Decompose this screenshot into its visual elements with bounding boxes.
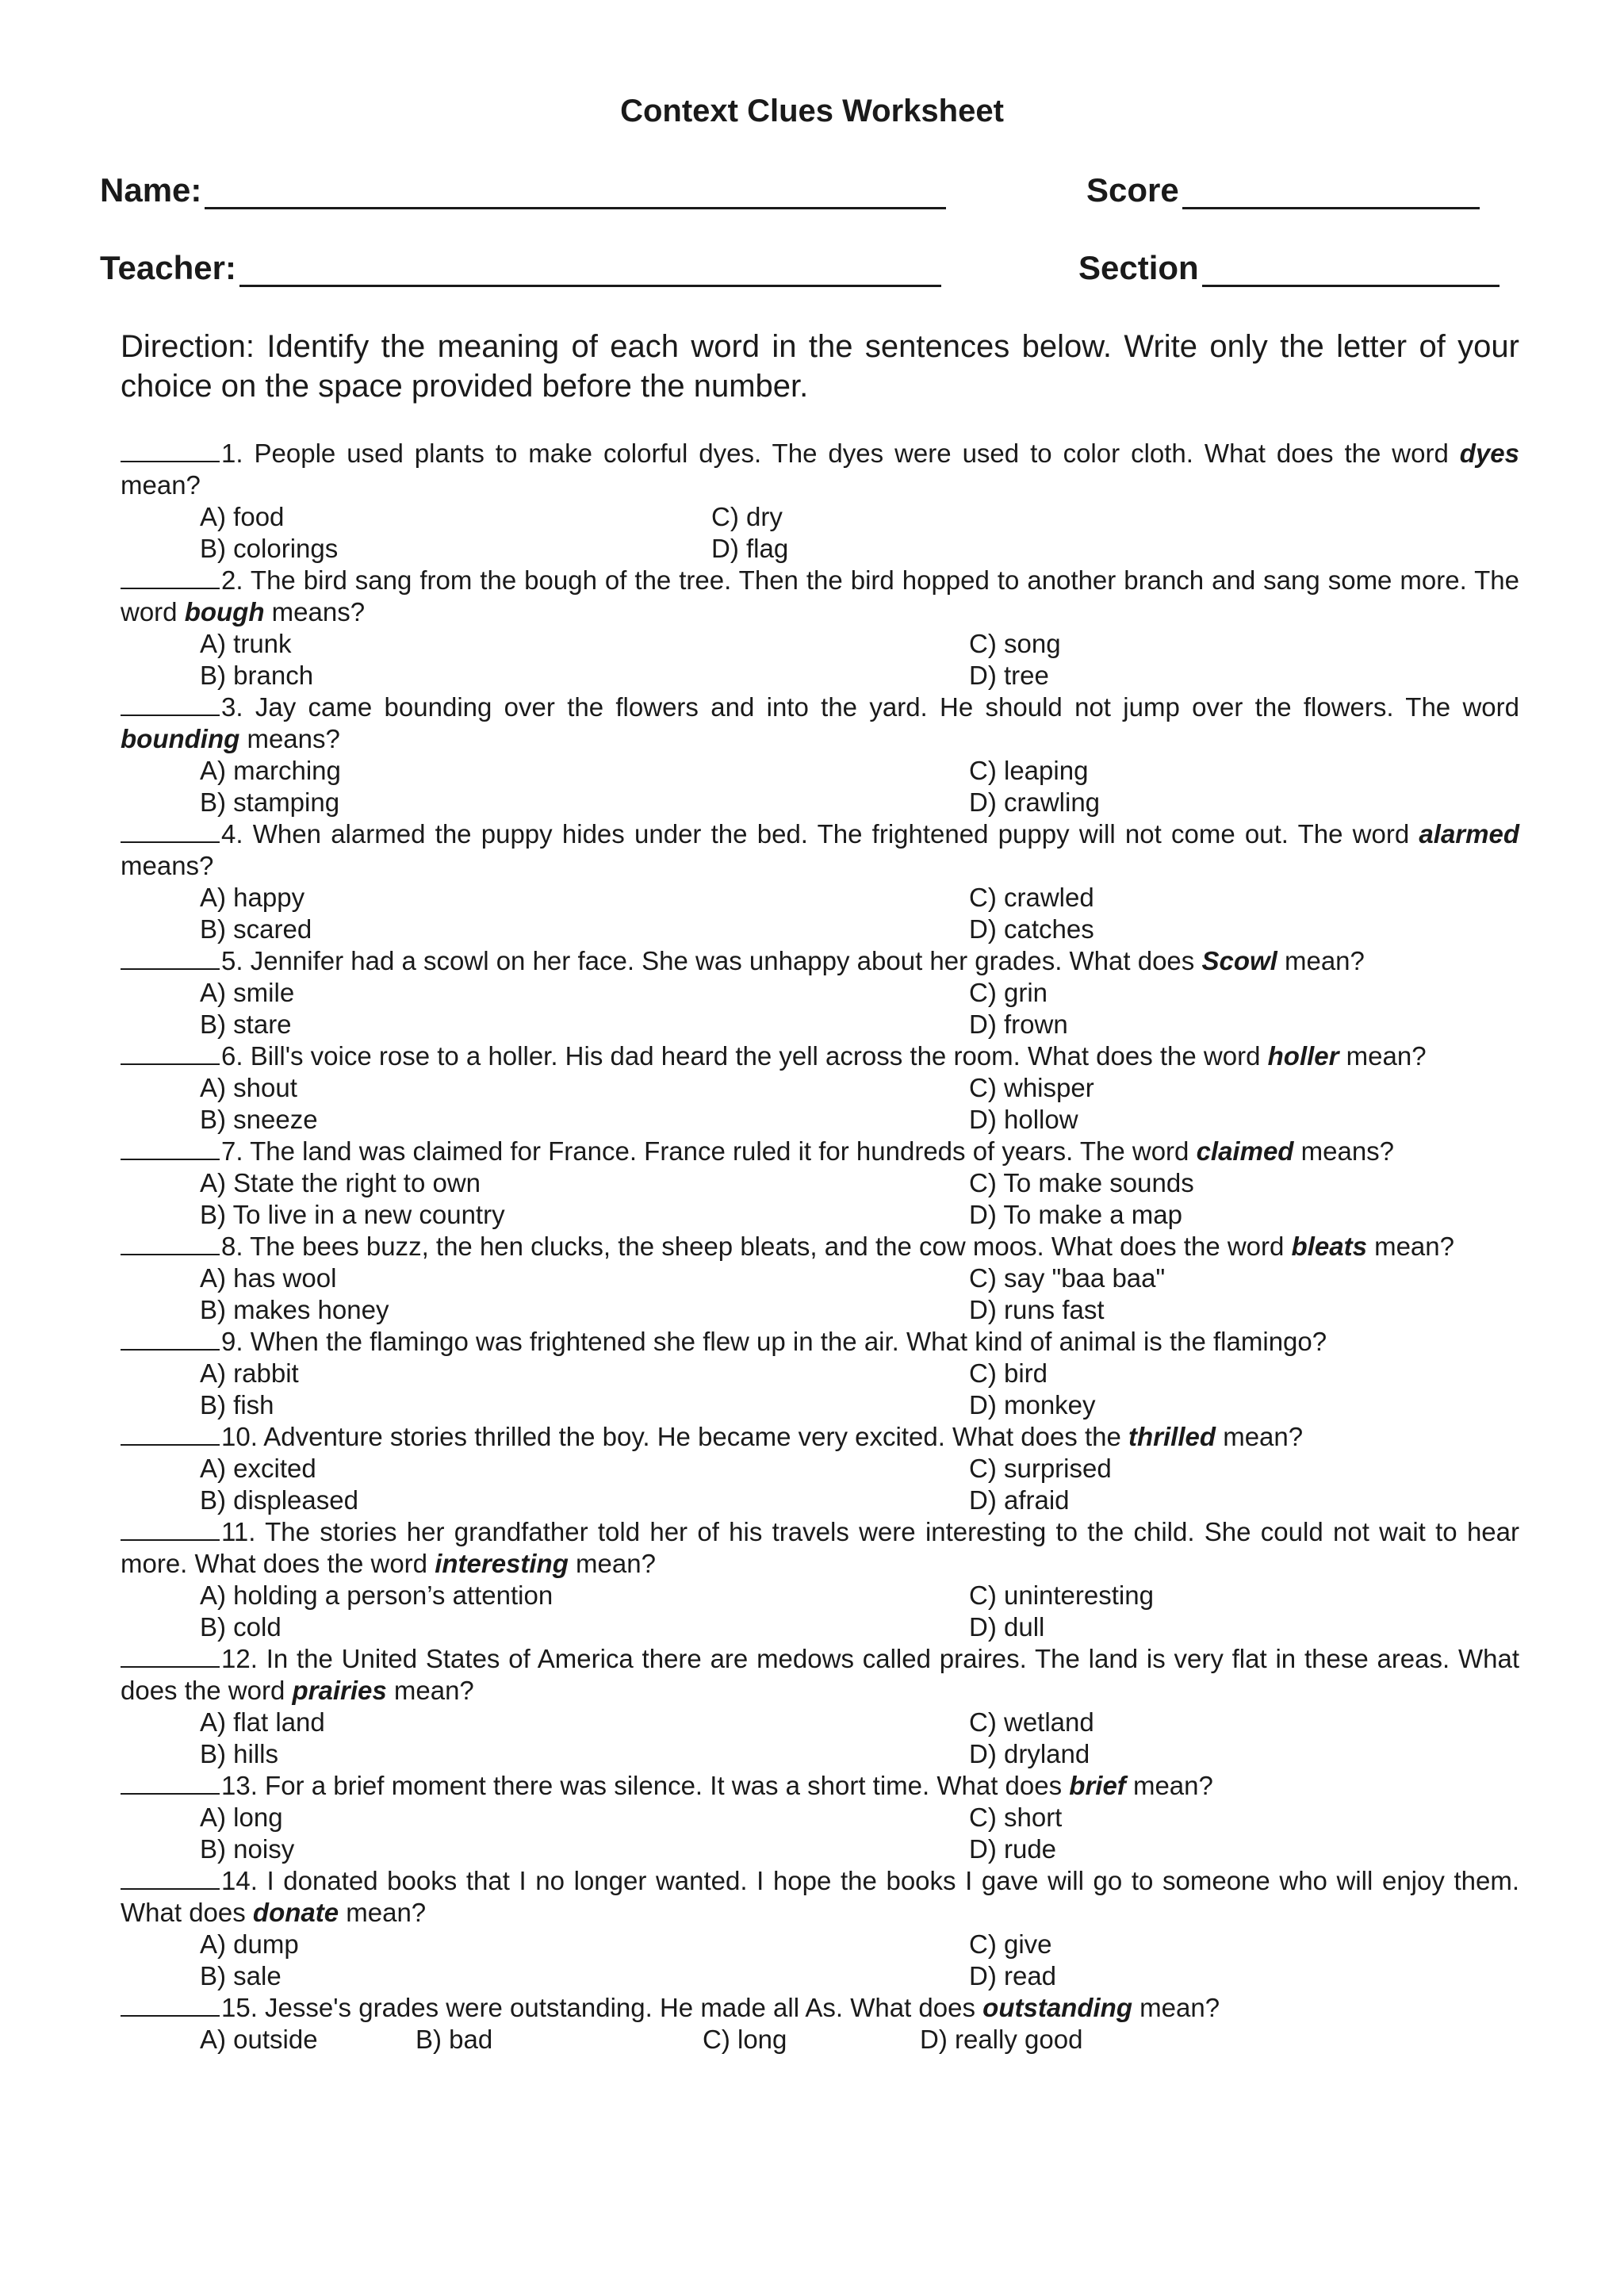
answer-option: C) crawled	[969, 883, 1094, 912]
question-number: 15.	[221, 1993, 258, 2022]
question-number: 4.	[221, 819, 243, 849]
answer-option: B) displeased	[200, 1485, 358, 1515]
question-text	[121, 1136, 1519, 1167]
teacher-label: Teacher:	[100, 249, 236, 286]
name-field	[100, 171, 946, 209]
question-item	[121, 1992, 1519, 2056]
question-item	[121, 692, 1519, 818]
keyword: interesting	[435, 1549, 569, 1578]
question-text	[121, 818, 1519, 882]
question-ending: mean?	[1366, 1232, 1454, 1261]
teacher-blank[interactable]	[239, 255, 941, 287]
answer-option: D) monkey	[969, 1390, 1096, 1420]
question-number: 7.	[221, 1136, 243, 1166]
keyword: thrilled	[1128, 1422, 1216, 1451]
question-sentence: In the United States of America there are medows called praires. The land is very flat in these areas. What does the word	[121, 1644, 1520, 1705]
answer-blank[interactable]	[121, 1327, 220, 1351]
keyword: brief	[1069, 1771, 1126, 1800]
answer-option: D) hollow	[969, 1105, 1078, 1134]
answer-option: B) noisy	[200, 1834, 295, 1864]
answer-option: C) wetland	[969, 1707, 1094, 1737]
answer-option: B) To live in a new country	[200, 1200, 505, 1229]
question-ending: mean?	[568, 1549, 656, 1578]
question-ending: mean?	[1125, 1771, 1213, 1800]
keyword: holler	[1267, 1041, 1339, 1071]
question-item	[121, 1326, 1519, 1421]
question-sentence: Jay came bounding over the flowers and into the yard. He should not jump over the flowers. The word	[255, 692, 1519, 722]
answer-option: B) sale	[200, 1961, 282, 1990]
question-ending: mean?	[339, 1898, 427, 1927]
answer-blank[interactable]	[121, 1644, 220, 1668]
answer-options	[121, 628, 1519, 692]
score-label: Score	[1086, 171, 1179, 209]
answer-blank[interactable]	[121, 1993, 220, 2017]
question-number: 2.	[221, 565, 243, 595]
answer-option: C) bird	[969, 1358, 1048, 1388]
answer-option: D) read	[969, 1961, 1057, 1990]
question-sentence: People used plants to make colorful dyes. The dyes were used to color cloth. What does the word	[254, 439, 1460, 468]
question-item	[121, 818, 1519, 945]
answer-option: D) afraid	[969, 1485, 1070, 1515]
question-number: 12.	[221, 1644, 258, 1673]
answer-options	[121, 1167, 1519, 1231]
answer-option: B) fish	[200, 1390, 274, 1420]
answer-option: A) happy	[200, 883, 305, 912]
question-ending: mean?	[121, 470, 201, 500]
answer-option: A) smile	[200, 978, 295, 1007]
answer-option: D) runs fast	[969, 1295, 1105, 1324]
question-item	[121, 1231, 1519, 1326]
keyword: prairies	[292, 1676, 387, 1705]
answer-option: A) dump	[200, 1929, 299, 1959]
answer-option: D) rude	[969, 1834, 1057, 1864]
question-sentence: The bird sang from the bough of the tree. Then the bird hopped to another branch and sang some more. The word	[121, 565, 1519, 626]
answer-option: A) trunk	[200, 629, 292, 658]
question-list	[121, 438, 1519, 2056]
answer-options	[121, 755, 1519, 818]
question-item	[121, 945, 1519, 1040]
answer-option: C) dry	[711, 502, 783, 531]
keyword: bleats	[1291, 1232, 1367, 1261]
directions-text: Direction: Identify the meaning of each word in the sentences below. Write only the letter of your choice on the space provided before the number.	[121, 329, 1519, 404]
answer-blank[interactable]	[121, 692, 220, 716]
answer-option: D) dryland	[969, 1739, 1090, 1768]
name-blank[interactable]	[205, 177, 946, 209]
answer-option: C) long	[703, 2025, 787, 2054]
section-field	[1078, 249, 1500, 287]
answer-option: C) grin	[969, 978, 1048, 1007]
question-ending: means?	[264, 597, 366, 626]
teacher-field	[100, 249, 941, 287]
answer-option: B) scared	[200, 914, 312, 944]
question-text	[121, 1643, 1519, 1707]
question-text	[121, 1421, 1519, 1453]
question-number: 8.	[221, 1232, 243, 1261]
answer-option: B) bad	[416, 2025, 493, 2054]
answer-blank[interactable]	[121, 1232, 220, 1255]
question-ending: mean?	[1277, 946, 1365, 975]
question-item	[121, 565, 1519, 692]
question-sentence: Bill's voice rose to a holler. His dad heard the yell across the room. What does the word	[250, 1041, 1268, 1071]
answer-option: B) colorings	[200, 534, 339, 563]
answer-option: A) has wool	[200, 1263, 337, 1293]
keyword: dyes	[1459, 439, 1520, 468]
answer-option: D) dull	[969, 1612, 1045, 1642]
answer-option: D) crawling	[969, 787, 1101, 817]
answer-options	[121, 1262, 1519, 1326]
question-number: 13.	[221, 1771, 258, 1800]
answer-blank[interactable]	[121, 1866, 220, 1890]
answer-option: A) holding a person’s attention	[200, 1580, 553, 1610]
question-text	[121, 1516, 1519, 1580]
answer-option: A) shout	[200, 1073, 297, 1102]
answer-blank[interactable]	[121, 1041, 220, 1065]
answer-option: D) To make a map	[969, 1200, 1182, 1229]
question-number: 1.	[221, 439, 243, 468]
question-number: 10.	[221, 1422, 258, 1451]
answer-option: B) stamping	[200, 787, 340, 817]
answer-option: A) outside	[200, 2025, 318, 2054]
question-ending: means?	[239, 724, 340, 753]
answer-option: C) whisper	[969, 1073, 1094, 1102]
answer-options	[121, 1707, 1519, 1770]
answer-blank[interactable]	[121, 946, 220, 970]
question-number: 14.	[221, 1866, 258, 1895]
answer-options	[121, 882, 1519, 945]
keyword: outstanding	[982, 1993, 1132, 2022]
answer-options	[121, 1929, 1519, 1992]
question-ending: mean?	[1132, 1993, 1220, 2022]
question-number: 11.	[221, 1517, 256, 1546]
question-item	[121, 1516, 1519, 1643]
answer-option: B) stare	[200, 1010, 292, 1039]
answer-option: C) short	[969, 1803, 1063, 1832]
answer-blank[interactable]	[121, 1136, 220, 1160]
question-sentence: The stories her grandfather told her of his travels were interesting to the child. She could not wait to hear more. What does the word	[121, 1517, 1519, 1578]
answer-option: D) frown	[969, 1010, 1068, 1039]
keyword: donate	[252, 1898, 339, 1927]
answer-options	[121, 1072, 1519, 1136]
section-label: Section	[1078, 249, 1199, 286]
answer-options	[121, 2024, 1519, 2056]
question-item	[121, 438, 1519, 565]
question-sentence: Adventure stories thrilled the boy. He became very excited. What does the	[263, 1422, 1129, 1451]
keyword: bounding	[121, 724, 240, 753]
question-number: 9.	[221, 1327, 243, 1356]
answer-option: B) cold	[200, 1612, 282, 1642]
question-text	[121, 1231, 1519, 1262]
keyword: Scowl	[1201, 946, 1277, 975]
question-sentence: The bees buzz, the hen clucks, the sheep bleats, and the cow moos. What does the word	[250, 1232, 1292, 1261]
question-item	[121, 1643, 1519, 1770]
answer-option: B) makes honey	[200, 1295, 389, 1324]
question-item	[121, 1136, 1519, 1231]
answer-options	[121, 1453, 1519, 1516]
answer-option: C) surprised	[969, 1454, 1112, 1483]
answer-option: D) flag	[711, 534, 789, 563]
keyword: claimed	[1196, 1136, 1294, 1166]
question-number: 5.	[221, 946, 243, 975]
question-sentence: For a brief moment there was silence. It was a short time. What does	[265, 1771, 1070, 1800]
answer-option: B) branch	[200, 661, 314, 690]
page-title: Context Clues Worksheet	[620, 94, 1004, 128]
question-text	[121, 1040, 1519, 1072]
question-text	[121, 692, 1519, 755]
answer-option: D) really good	[920, 2025, 1083, 2054]
question-ending: means?	[121, 851, 214, 880]
question-item	[121, 1770, 1519, 1865]
keyword: bough	[184, 597, 265, 626]
answer-blank[interactable]	[121, 1517, 220, 1541]
answer-options	[121, 1802, 1519, 1865]
answer-option: D) catches	[969, 914, 1094, 944]
question-text	[121, 945, 1519, 977]
section-blank[interactable]	[1202, 255, 1500, 287]
score-blank[interactable]	[1182, 177, 1480, 209]
answer-option: A) State the right to own	[200, 1168, 481, 1197]
answer-option: C) song	[969, 629, 1061, 658]
answer-blank[interactable]	[121, 565, 220, 589]
name-label: Name:	[100, 171, 202, 209]
question-text	[121, 1770, 1519, 1802]
question-sentence: When the flamingo was frightened she flew up in the air. What kind of animal is the flamingo?	[250, 1327, 1327, 1356]
question-text	[121, 1865, 1519, 1929]
question-text	[121, 1992, 1519, 2024]
question-sentence: I donated books that I no longer wanted. I hope the books I gave will go to someone who will enjoy them. What does	[121, 1866, 1520, 1927]
question-item	[121, 1865, 1519, 1992]
answer-option: A) food	[200, 502, 285, 531]
question-number: 3.	[221, 692, 243, 722]
answer-option: C) uninteresting	[969, 1580, 1154, 1610]
answer-option: A) rabbit	[200, 1358, 299, 1388]
question-item	[121, 1040, 1519, 1136]
answer-option: A) excited	[200, 1454, 316, 1483]
answer-blank[interactable]	[121, 1422, 220, 1446]
question-ending: mean?	[1339, 1041, 1427, 1071]
answer-blank[interactable]	[121, 1771, 220, 1795]
keyword: alarmed	[1419, 819, 1519, 849]
answer-option: C) leaping	[969, 756, 1089, 785]
answer-option: A) flat land	[200, 1707, 325, 1737]
answer-option: D) tree	[969, 661, 1049, 690]
question-sentence: The land was claimed for France. France ruled it for hundreds of years. The word	[250, 1136, 1197, 1166]
answer-options	[121, 1358, 1519, 1421]
answer-options	[121, 501, 1519, 565]
answer-options	[121, 1580, 1519, 1643]
answer-blank[interactable]	[121, 439, 220, 462]
question-sentence: Jesse's grades were outstanding. He made all As. What does	[265, 1993, 983, 2022]
answer-options	[121, 977, 1519, 1040]
question-number: 6.	[221, 1041, 243, 1071]
question-ending: mean?	[386, 1676, 474, 1705]
question-text	[121, 1326, 1519, 1358]
answer-option: C) To make sounds	[969, 1168, 1194, 1197]
question-ending: means?	[1293, 1136, 1395, 1166]
answer-blank[interactable]	[121, 819, 220, 843]
answer-option: C) give	[969, 1929, 1052, 1959]
score-field	[1086, 171, 1480, 209]
question-text	[121, 565, 1519, 628]
question-sentence: When alarmed the puppy hides under the bed. The frightened puppy will not come out. The word	[252, 819, 1419, 849]
question-sentence: Jennifer had a scowl on her face. She was unhappy about her grades. What does	[250, 946, 1202, 975]
answer-option: B) hills	[200, 1739, 279, 1768]
question-ending: mean?	[1216, 1422, 1304, 1451]
answer-option: B) sneeze	[200, 1105, 318, 1134]
answer-option: A) long	[200, 1803, 283, 1832]
question-text	[121, 438, 1519, 501]
answer-option: C) say "baa baa"	[969, 1263, 1166, 1293]
question-item	[121, 1421, 1519, 1516]
answer-option: A) marching	[200, 756, 341, 785]
